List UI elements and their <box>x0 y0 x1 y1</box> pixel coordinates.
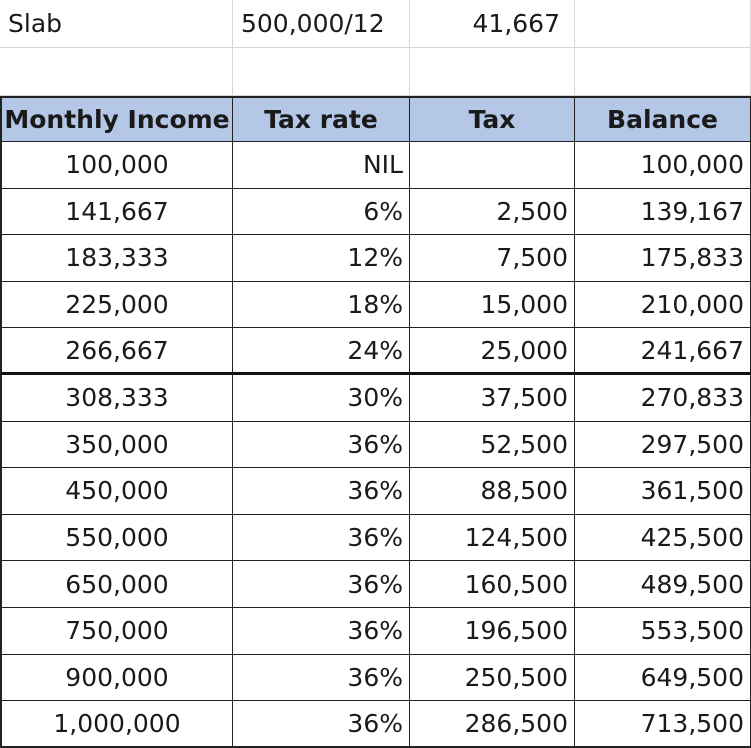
income-cell[interactable]: 650,000 <box>0 561 233 608</box>
income-cell[interactable]: 100,000 <box>0 142 233 189</box>
tax-cell[interactable]: 250,500 <box>410 655 575 702</box>
empty-cell[interactable] <box>575 0 751 48</box>
balance-cell[interactable]: 553,500 <box>575 608 751 655</box>
tax-cell[interactable]: 25,000 <box>410 328 575 375</box>
balance-cell[interactable]: 139,167 <box>575 189 751 236</box>
header-tax[interactable]: Tax <box>410 96 575 142</box>
empty-cell[interactable] <box>575 48 751 96</box>
balance-cell[interactable]: 489,500 <box>575 561 751 608</box>
tax-cell[interactable]: 15,000 <box>410 282 575 329</box>
tax-cell[interactable]: 2,500 <box>410 189 575 236</box>
balance-cell[interactable]: 270,833 <box>575 375 751 422</box>
tax-rate-cell[interactable]: 30% <box>233 375 410 422</box>
slab-label-cell[interactable]: Slab <box>0 0 233 48</box>
tax-rate-cell[interactable]: 36% <box>233 515 410 562</box>
income-cell[interactable]: 183,333 <box>0 235 233 282</box>
tax-cell[interactable]: 52,500 <box>410 422 575 469</box>
income-cell[interactable]: 550,000 <box>0 515 233 562</box>
income-cell[interactable]: 750,000 <box>0 608 233 655</box>
income-cell[interactable]: 350,000 <box>0 422 233 469</box>
tax-rate-cell[interactable]: 36% <box>233 468 410 515</box>
balance-cell[interactable]: 210,000 <box>575 282 751 329</box>
income-cell[interactable]: 450,000 <box>0 468 233 515</box>
tax-cell[interactable]: 196,500 <box>410 608 575 655</box>
header-balance[interactable]: Balance <box>575 96 751 142</box>
balance-cell[interactable]: 241,667 <box>575 328 751 375</box>
empty-cell[interactable] <box>410 48 575 96</box>
tax-rate-cell[interactable]: 36% <box>233 608 410 655</box>
tax-cell[interactable] <box>410 142 575 189</box>
balance-cell[interactable]: 297,500 <box>575 422 751 469</box>
income-cell[interactable]: 141,667 <box>0 189 233 236</box>
tax-cell[interactable]: 160,500 <box>410 561 575 608</box>
tax-cell[interactable]: 286,500 <box>410 701 575 748</box>
tax-cell[interactable]: 37,500 <box>410 375 575 422</box>
income-cell[interactable]: 900,000 <box>0 655 233 702</box>
slab-formula-cell[interactable]: 500,000/12 <box>233 0 410 48</box>
empty-cell[interactable] <box>233 48 410 96</box>
tax-rate-cell[interactable]: 36% <box>233 701 410 748</box>
tax-rate-cell[interactable]: NIL <box>233 142 410 189</box>
income-cell[interactable]: 266,667 <box>0 328 233 375</box>
balance-cell[interactable]: 100,000 <box>575 142 751 189</box>
tax-rate-cell[interactable]: 36% <box>233 561 410 608</box>
slab-result-cell[interactable]: 41,667 <box>410 0 575 48</box>
tax-cell[interactable]: 88,500 <box>410 468 575 515</box>
tax-rate-cell[interactable]: 36% <box>233 655 410 702</box>
tax-rate-cell[interactable]: 24% <box>233 328 410 375</box>
balance-cell[interactable]: 713,500 <box>575 701 751 748</box>
tax-rate-cell[interactable]: 6% <box>233 189 410 236</box>
tax-rate-cell[interactable]: 36% <box>233 422 410 469</box>
income-cell[interactable]: 308,333 <box>0 375 233 422</box>
income-cell[interactable]: 1,000,000 <box>0 701 233 748</box>
balance-cell[interactable]: 175,833 <box>575 235 751 282</box>
tax-rate-cell[interactable]: 12% <box>233 235 410 282</box>
tax-cell[interactable]: 7,500 <box>410 235 575 282</box>
balance-cell[interactable]: 649,500 <box>575 655 751 702</box>
balance-cell[interactable]: 425,500 <box>575 515 751 562</box>
empty-cell[interactable] <box>0 48 233 96</box>
tax-rate-cell[interactable]: 18% <box>233 282 410 329</box>
tax-cell[interactable]: 124,500 <box>410 515 575 562</box>
header-tax-rate[interactable]: Tax rate <box>233 96 410 142</box>
balance-cell[interactable]: 361,500 <box>575 468 751 515</box>
header-monthly-income[interactable]: Monthly Income <box>0 96 233 142</box>
income-cell[interactable]: 225,000 <box>0 282 233 329</box>
